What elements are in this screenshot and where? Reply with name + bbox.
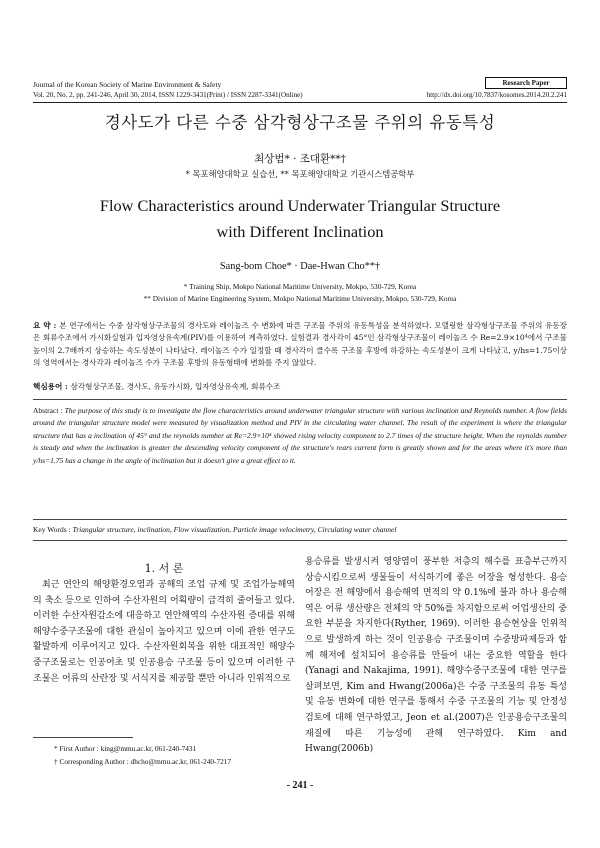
title-english-line1: Flow Characteristics around Underwater Triangular Structure [99,196,501,215]
abstract-korean-text: 본 연구에서는 수중 삼각형상구조물의 경사도와 레이놀즈 수 변화에 따른 구조물 주위의 유동특성을 분석하였다. 모델링한 삼각형상구조물 주위의 유동장은 회류수조에서 가시화실험과 입자영상유속계(PIV)를 이용하여 계측하였다. 실험결과 경사각이 45°인 삼각형상구조물이 레이놀즈 수 Re=2.9×10⁴에서 구조물 높이의 2.7배까지 상승하는 속도성분이 나타났다. 레이놀즈 수가 일정할 때 경사각이 클수록 구조물 후방에 하강하는 속도성분이 크게 나타났고, y/hs=1.75이상의 영역에서는 경사각과 레이놀즈 수가 구조물 후방의 유동형태에 변화를 주지 않았다. [33,321,567,367]
journal-name: Journal of the Korean Society of Marine Environment & Safety [33,80,222,89]
body-column-right [305,555,567,758]
affiliation-english-line1: * Training Ship, Mokpo National Maritime University, Mokpo, 530-729, Korea [183,282,417,291]
abstract-english-label: Abstract : [33,406,65,415]
body-paragraph-right: 용승류를 발생시켜 영양염이 풍부한 저층의 해수를 표층부근까지 상승시킴으로써 생물들이 서식하기에 좋은 어장을 형성한다. 용승어장은 전 해양에서 용승해역 면적의 약 0.1%에 불과 하나 용승해역은 어류 생산량은 전체의 약 50%를 차지함으로써 어업생산의 중요한 부분을 차지한다(Ryther, 1969). 이러한 용승현상을 인위적으로 발생하게 하는 것이 인공용승 구조물이며 수중방파제등과 함께 해저에 설치되어 용승류를 만들어 내는 중요한 역할을 한다(Yanagi and Nakajima, 1991). 해양수중구조물에 대한 연구를 살펴보면, Kim and Hwang(2006a)은 수중 구조물의 유동 특성 및 유동 변화에 대한 연구를 통해서 수중 구조물의 기능 및 안정성 검토에 대해 연구하였고, Jeon et al.(2007)은 인공용승구조물의 재질에 따른 기능성에 관해 연구하였다. Kim and Hwang(2006b) [305,557,567,755]
authors-korean: 최상범* · 조대환**† [254,153,346,165]
footnote-first-author: * First Author : king@mmu.ac.kr, 061-240-7431 [54,744,197,753]
abstract-english-text: The purpose of this study is to investigate the flow characteristics around underwater triangular structure with various inclination and Reynolds number. A flow fields around the triangular structure model were measured by visualization method and PIV in the circulating water channel. The result of the experiment is where the triangular structure that has a inclination of 45° and the reynolds number at Re=2.9×10⁴ showed rising velocity component to 2.7 times of the structure height. When the reynolds number is steady and when the inclination is greater the descending velocity component of the structure's rears current form is greatly shown and for the areas where it's more than y/hs=1.75 has a change in the angle of inclination but it doesn't give a great effect to it. [33,406,567,465]
keywords-english-label: Key Words : [33,525,73,534]
affiliation-korean: * 목포해양대학교 실습선, ** 목포해양대학교 기관시스템공학부 [185,169,415,179]
keywords-korean-label: 핵심용어 : [33,382,71,391]
research-paper-badge: Research Paper [485,77,567,89]
abstract-divider-middle [33,519,567,520]
abstract-korean [33,320,567,369]
footnote-corresponding-author: † Corresponding Author : dhcho@mmu.ac.kr, 061-240-7217 [54,757,232,766]
journal-issue-info: Vol. 20, No. 2, pp. 241-246, April 30, 2014, ISSN 1229-3431(Print) / ISSN 2287-3341(Online) [33,91,303,99]
title-korean: 경사도가 다른 수중 삼각형상구조물 주위의 유동특성 [104,113,496,132]
keywords-korean-text: 삼각형상구조물, 경사도, 유동가시화, 입자영상유속계, 회류수조 [70,382,281,391]
keywords-english-text: Triangular structure, inclination, Flow visualization, Particle image velocimetry, Circulating water channel [72,525,397,534]
doi-link[interactable]: http://dx.doi.org/10.7837/kosomes.2014.20.2.241 [426,91,567,99]
section-heading-introduction: 1. 서 론 [144,562,184,575]
footnote-divider [33,737,133,738]
body-column-left [33,578,295,687]
keywords-english [33,525,567,534]
page-number: - 241 - [286,780,314,791]
keywords-korean [33,381,567,392]
abstract-korean-label: 요 약 : [33,321,60,330]
header-divider [33,102,567,103]
authors-english: Sang-bom Choe* · Dae-Hwan Cho**† [219,261,381,272]
abstract-divider-top [33,399,567,400]
abstract-divider-bottom [33,540,567,541]
title-english-line2: with Different Inclination [216,222,384,241]
abstract-english [33,405,567,467]
affiliation-english-line2: ** Division of Marine Engineering System, Mokpo National Maritime University, Mokpo, 530-729, Korea [143,294,457,303]
body-paragraph-left: 최근 연안의 해양환경오염과 공해의 조업 규제 및 조업가능해역의 축소 등으로 인하여 수산자원의 어획량이 급격히 줄어들고 있다. 이러한 수산자원감소에 대응하고 연안해역의 수산자원 증대를 위해 해양수중구조물에 대한 관심이 높아지고 있으며 이에 관한 연구도 활발하게 이루어지고 있다. 수산자원회복을 위한 대표적인 해양수중구조물로는 인공어초 및 인공용승 구조물 등이 있으며 이러한 구조물은 어류의 산란장 및 서식지를 제공할 뿐만 아니라 인위적으로 [33,580,295,684]
